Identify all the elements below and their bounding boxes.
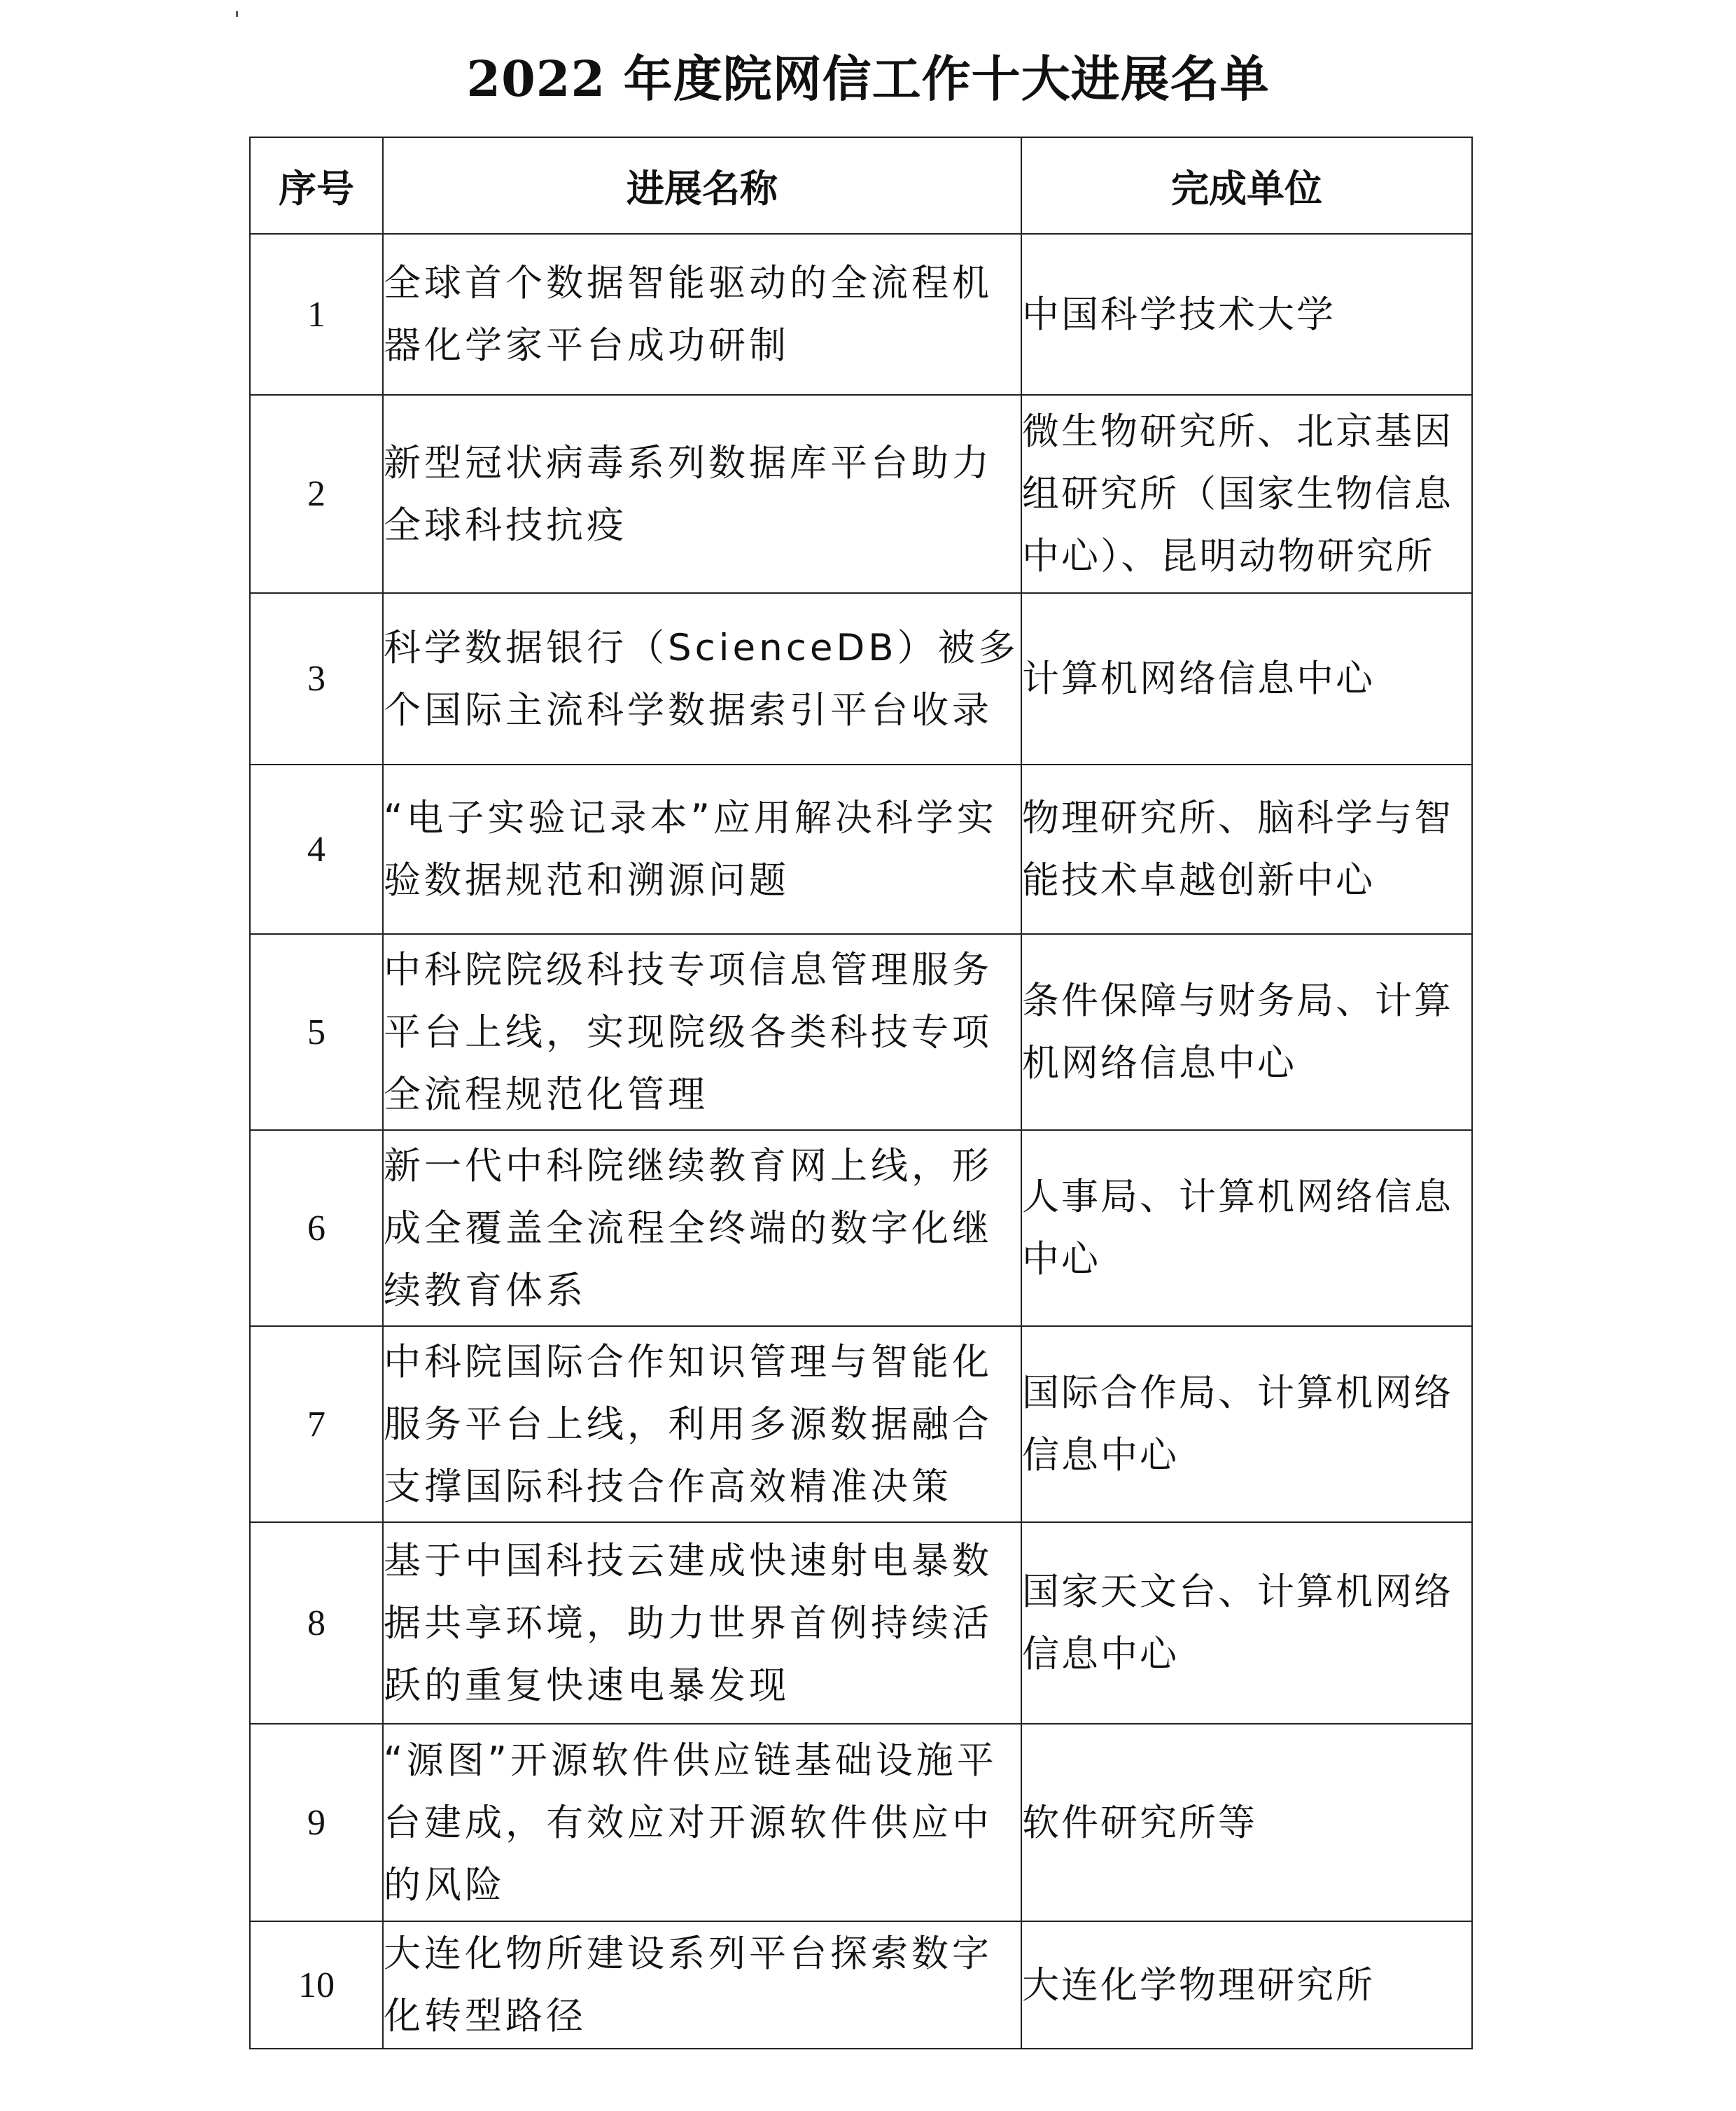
row-progress-name: 科学数据银行（ScienceDB）被多个国际主流科学数据索引平台收录 <box>383 593 1021 765</box>
row-number: 3 <box>250 593 383 765</box>
table-row <box>250 1130 1472 1326</box>
table-header-row <box>250 137 1472 234</box>
row-unit: 国家天文台、计算机网络信息中心 <box>1021 1522 1472 1724</box>
table-row <box>250 234 1472 395</box>
table-row <box>250 934 1472 1130</box>
row-unit: 国际合作局、计算机网络信息中心 <box>1021 1326 1472 1522</box>
row-unit: 人事局、计算机网络信息中心 <box>1021 1130 1472 1326</box>
header-progress-name: 进展名称 <box>383 137 1021 234</box>
row-unit: 微生物研究所、北京基因组研究所（国家生物信息中心）、昆明动物研究所 <box>1021 395 1472 593</box>
scan-mark <box>236 11 238 17</box>
table-row <box>250 1326 1472 1522</box>
row-unit: 软件研究所等 <box>1021 1724 1472 1921</box>
row-unit: 大连化学物理研究所 <box>1021 1921 1472 2049</box>
row-unit: 中国科学技术大学 <box>1021 234 1472 395</box>
row-number: 10 <box>250 1921 383 2049</box>
table-row <box>250 1522 1472 1724</box>
row-number: 9 <box>250 1724 383 1921</box>
row-number: 1 <box>250 234 383 395</box>
row-number: 8 <box>250 1522 383 1724</box>
row-number: 4 <box>250 765 383 934</box>
row-progress-name: 新型冠状病毒系列数据库平台助力全球科技抗疫 <box>383 395 1021 593</box>
row-progress-name: 中科院院级科技专项信息管理服务平台上线，实现院级各类科技专项全流程规范化管理 <box>383 934 1021 1130</box>
row-progress-name: “电子实验记录本”应用解决科学实验数据规范和溯源问题 <box>383 765 1021 934</box>
row-progress-name: 基于中国科技云建成快速射电暴数据共享环境，助力世界首例持续活跃的重复快速电暴发现 <box>383 1522 1021 1724</box>
table-row <box>250 1921 1472 2049</box>
table-row <box>250 593 1472 765</box>
row-progress-name: 全球首个数据智能驱动的全流程机器化学家平台成功研制 <box>383 234 1021 395</box>
header-unit: 完成单位 <box>1021 137 1472 234</box>
row-number: 5 <box>250 934 383 1130</box>
row-number: 7 <box>250 1326 383 1522</box>
row-progress-name: 中科院国际合作知识管理与智能化服务平台上线，利用多源数据融合支撑国际科技合作高效精准决策 <box>383 1326 1021 1522</box>
table-row <box>250 1724 1472 1921</box>
table-row <box>250 765 1472 934</box>
row-unit: 物理研究所、脑科学与智能技术卓越创新中心 <box>1021 765 1472 934</box>
header-number: 序号 <box>250 137 383 234</box>
row-progress-name: 新一代中科院继续教育网上线，形成全覆盖全流程全终端的数字化继续教育体系 <box>383 1130 1021 1326</box>
row-unit: 计算机网络信息中心 <box>1021 593 1472 765</box>
row-progress-name: “源图”开源软件供应链基础设施平台建成，有效应对开源软件供应中的风险 <box>383 1724 1021 1921</box>
row-number: 2 <box>250 395 383 593</box>
page-title: 2022 年度院网信工作十大进展名单 <box>466 50 1270 108</box>
row-progress-name: 大连化物所建设系列平台探索数字化转型路径 <box>383 1921 1021 2049</box>
progress-table <box>249 137 1473 2049</box>
row-unit: 条件保障与财务局、计算机网络信息中心 <box>1021 934 1472 1130</box>
table-row <box>250 395 1472 593</box>
row-number: 6 <box>250 1130 383 1326</box>
